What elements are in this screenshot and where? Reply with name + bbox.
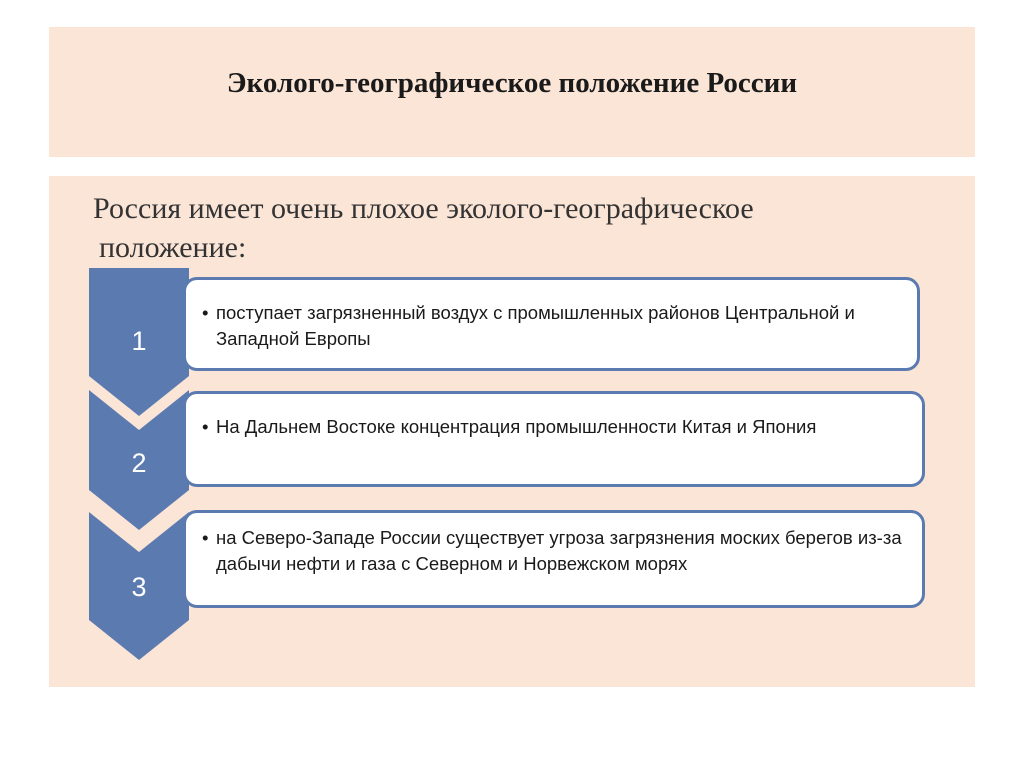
step-text-1: поступает загрязненный воздух с промышленных районов Центральной и Западной Европы [216,302,855,349]
step-number-2: 2 [131,448,147,478]
step-text-2: На Дальнем Востоке концентрация промышленности Китая и Япония [216,416,817,437]
step-number-1: 1 [131,326,147,356]
step-item-2 [202,414,912,440]
intro-line-1: Россия имеет очень плохое эколого-географическое [93,192,754,225]
bullet-3: • [202,527,209,548]
step-item-3 [202,525,912,577]
bullet-1: • [202,302,209,323]
step-box-1 [183,277,920,371]
bullet-2: • [202,416,209,437]
step-box-2 [183,391,925,487]
intro-line-2: положение: [99,231,247,264]
step-box-3 [183,510,925,608]
step-number-3: 3 [131,572,147,602]
slide-title: Эколого-географическое положение России [226,67,798,99]
step-item-1 [202,300,907,352]
step-text-3: на Северо-Западе России существует угроза загрязнения моских берегов из-за дабычи нефти и газа с Северном и Норвежском морях [216,527,902,574]
